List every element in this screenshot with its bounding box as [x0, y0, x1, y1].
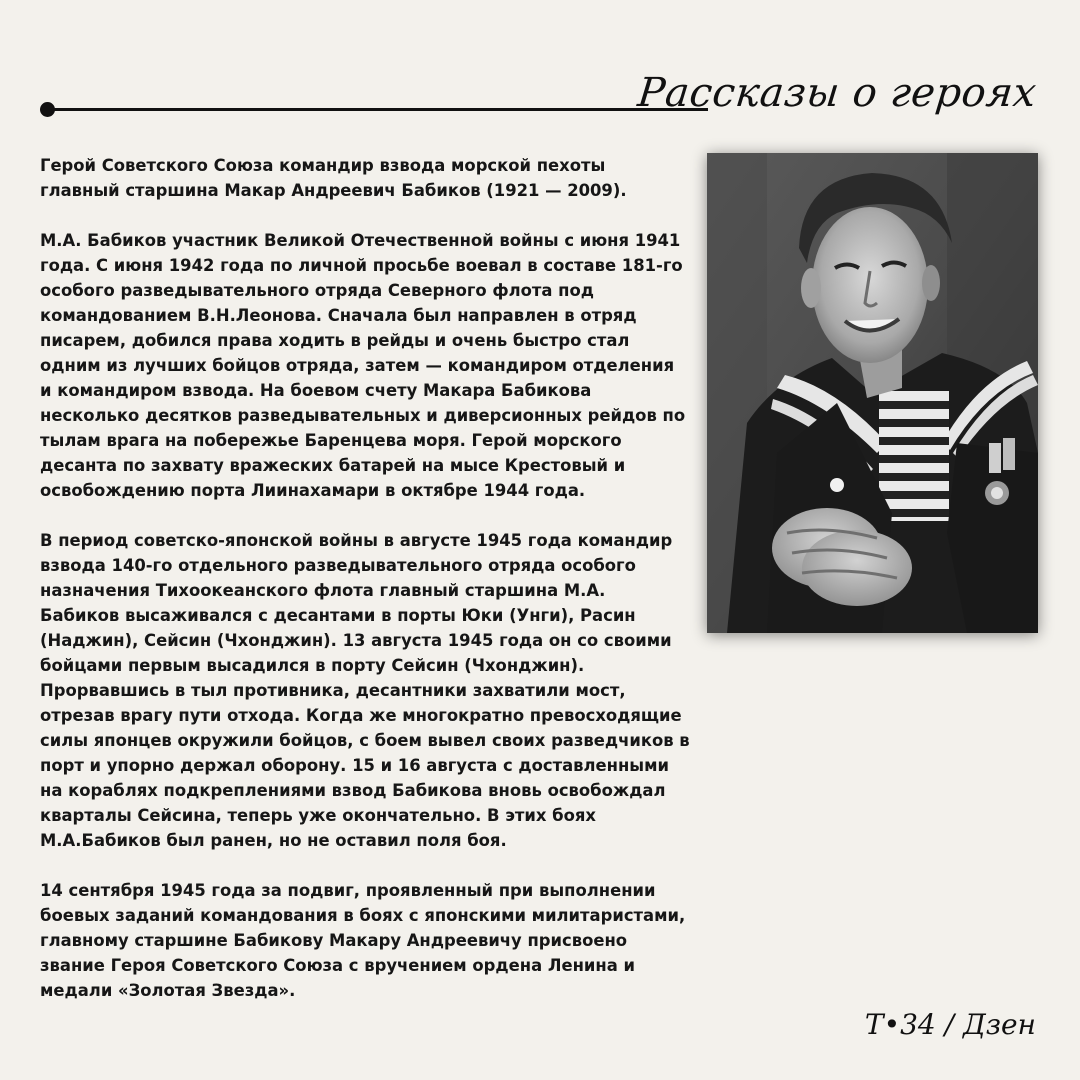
portrait-illustration: [707, 153, 1038, 633]
article-paragraph-ww2: М.А. Бабиков участник Великой Отечественной войны с июня 1941 года. С июня 1942 года по личной просьбе воевал в составе 181-го особого разведывательного отряда Северного флота под командованием В.Н.Леонова. Сначала был направлен в отряд писарем, добился права ходить в рейды и очень быстро стал одним из лучших бойцов отряда, затем — командиром отделения и командиром взвода. На боевом счету Макара Бабикова несколько десятков разведывательных и диверсионных рейдов по тылам врага на побережье Баренцева моря. Герой морского десанта по захвату вражеских батарей на мысе Крестовый и освобождению порта Лиинахамари в октябре 1944 года.: [40, 231, 686, 500]
article-paragraph-award: 14 сентября 1945 года за подвиг, проявленный при выполнении боевых заданий командования в боях с японскими милитаристами, главному старшине Бабикову Макару Андреевичу присвоено звание Героя Советского Союза с вручением ордена Ленина и медали «Золотая Звезда».: [40, 881, 686, 1000]
article-body: [40, 153, 690, 1028]
portrait-photo: [707, 153, 1038, 633]
series-title: Рассказы о героях: [635, 70, 1039, 116]
article-paragraph-soviet-japanese-war: В период советско-японской войны в августе 1945 года командир взвода 140-го отдельного разведывательного отряда особого назначения Тихоокеанского флота главный старшина М.А. Бабиков высаживался с десантами в порты Юки (Унги), Расин (Наджин), Сейсин (Чхонджин). 13 августа 1945 года он со своими бойцами первым высадился в порту Сейсин (Чхонджин). Прорвавшись в тыл противника, десантники захватили мост, отрезав врагу пути отхода. Когда же многократно превосходящие силы японцев окружили бойцов, с боем вывел своих разведчиков в порт и упорно держал оборону. 15 и 16 августа с доставленными на кораблях подкреплениями взвод Бабикова вновь освобождал кварталы Сейсина, теперь уже окончательно. В этих боях М.А.Бабиков был ранен, но не оставил поля боя.: [40, 531, 690, 850]
source-credit: Т•34 / Дзен: [864, 1008, 1036, 1041]
header-rule-line: [46, 108, 708, 111]
article-paragraph-intro: Герой Советского Союза командир взвода морской пехоты главный старшина Макар Андреевич Бабиков (1921 — 2009).: [40, 156, 627, 200]
